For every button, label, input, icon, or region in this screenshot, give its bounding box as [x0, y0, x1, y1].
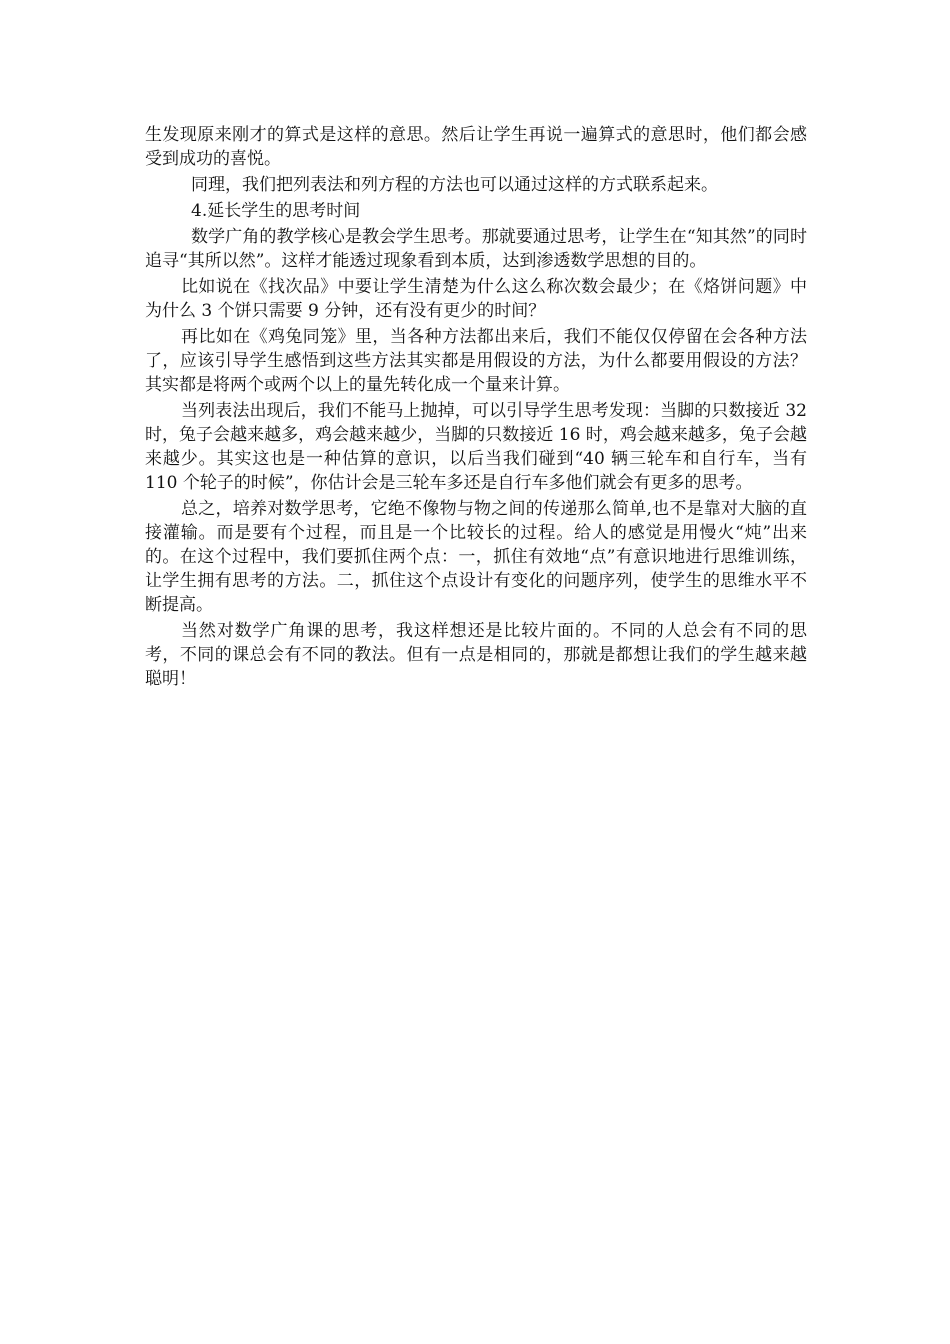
paragraph-list-method: 当列表法出现后，我们不能马上抛掉，可以引导学生思考发现：当脚的只数接近 32 时，兔子会越来越多，鸡会越来越少，当脚的只数接近 16 时，鸡会越来越多，兔子会越来越少。其实这也是一种估算的意识，以后当我们碰到“40 辆三轮车和自行车，当有 110 个轮子的时候”，你估计会是三轮车多还是自行车多他们就会有更多的思考。 — [145, 401, 807, 493]
document-body — [145, 123, 807, 693]
section-heading-thinking-time: 4.延长学生的思考时间 — [191, 201, 361, 221]
paragraph-continuation: 生发现原来刚才的算式是这样的意思。然后让学生再说一遍算式的意思时，他们都会感受到成功的喜悦。 — [145, 125, 807, 169]
paragraph-teaching-core: 数学广角的教学核心是教会学生思考。那就要通过思考，让学生在“知其然”的同时追寻“其所以然”。这样才能透过现象看到本质，达到渗透数学思想的目的。 — [145, 227, 807, 271]
paragraph-conclusion: 当然对数学广角课的思考，我这样想还是比较片面的。不同的人总会有不同的思考，不同的课总会有不同的教法。但有一点是相同的，那就是都想让我们的学生越来越聪明！ — [145, 621, 807, 689]
paragraph-examples: 比如说在《找次品》中要让学生清楚为什么这么称次数会最少；在《烙饼问题》中为什么 3 个饼只需要 9 分钟，还有没有更少的时间？ — [145, 277, 807, 321]
paragraph-summary: 总之，培养对数学思考，它绝不像物与物之间的传递那么简单,也不是靠对大脑的直接灌输。而是要有个过程，而且是一个比较长的过程。给人的感觉是用慢火“炖”出来的。在这个过程中，我们要抓住两个点：一，抓住有效地“点”有意识地进行思维训练，让学生拥有思考的方法。二，抓住这个点设计有变化的问题序列，使学生的思维水平不断提高。 — [145, 499, 807, 615]
paragraph-list-table-link: 同理，我们把列表法和列方程的方法也可以通过这样的方式联系起来。 — [191, 175, 718, 195]
paragraph-chicken-rabbit: 再比如在《鸡兔同笼》里，当各种方法都出来后，我们不能仅仅停留在会各种方法了，应该引导学生感悟到这些方法其实都是用假设的方法，为什么都要用假设的方法？其实都是将两个或两个以上的量先转化成一个量来计算。 — [145, 327, 807, 395]
